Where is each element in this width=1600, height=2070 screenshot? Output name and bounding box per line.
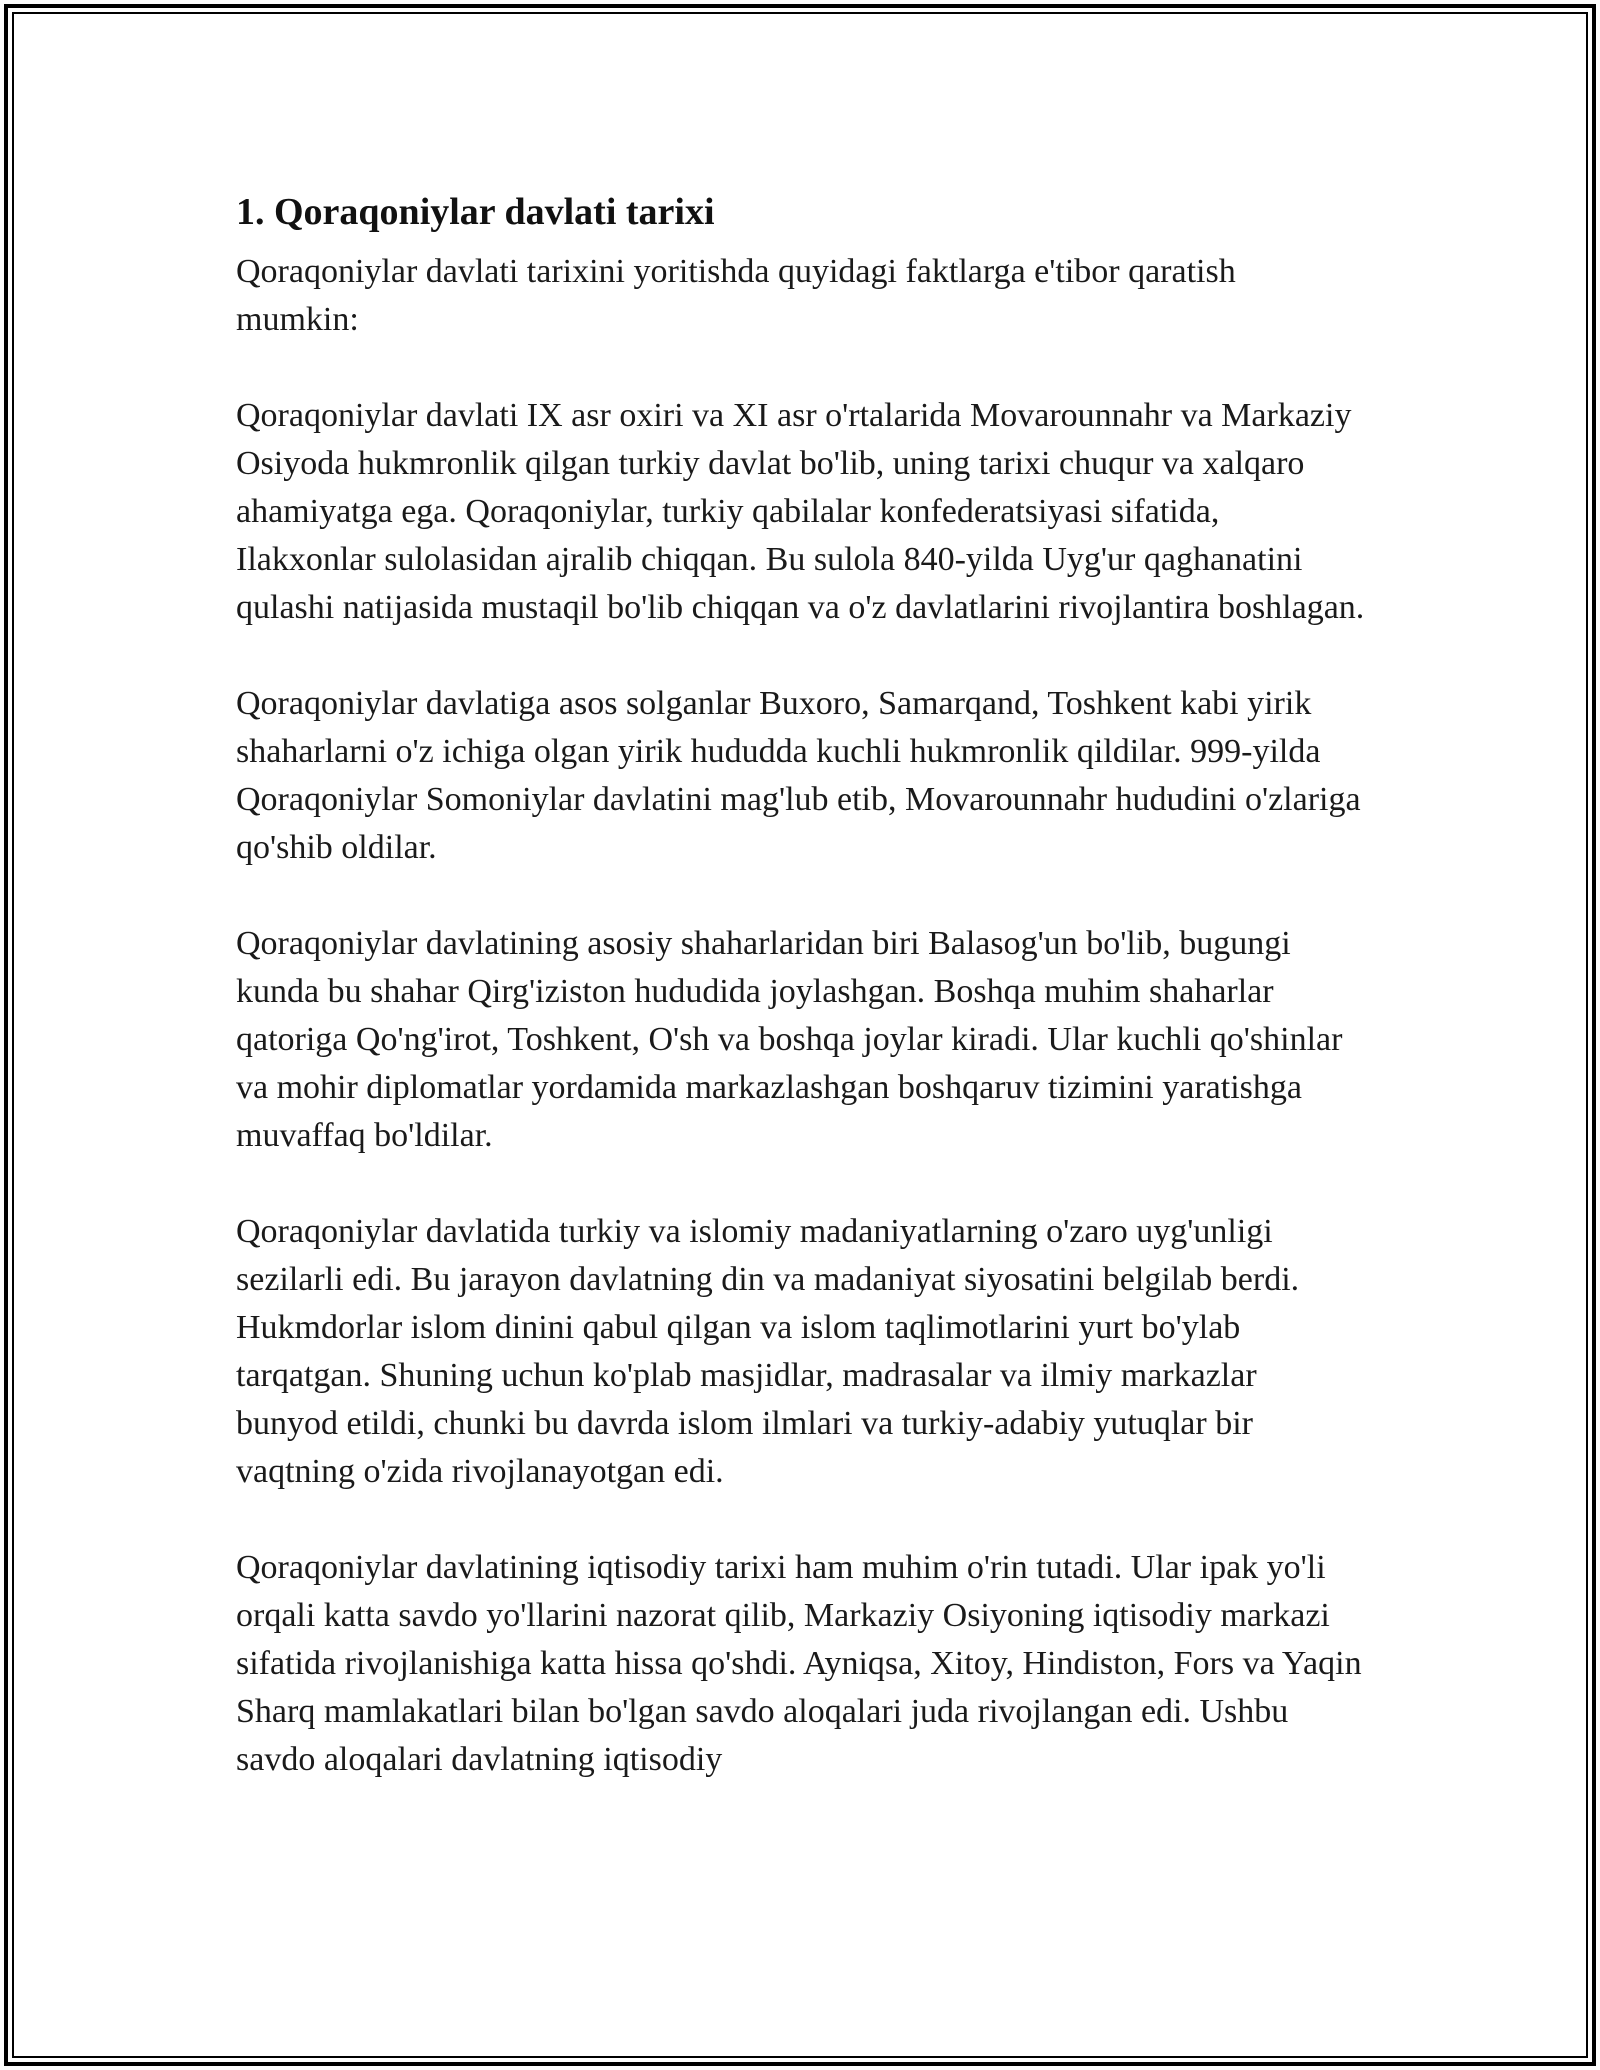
paragraph-economy: Qoraqoniylar davlatining iqtisodiy tarixi ham muhim o'rin tutadi. Ular ipak yo'li orqali katta savdo yo'llarini nazorat qilib, Markaziy Osiyoning iqtisodiy markazi sifatida rivojlanishiga katta hissa qo'shdi. Ayniqsa, Xitoy, Hindiston, Fors va Yaqin Sharq mamlakatlari bilan bo'lgan savdo aloqalari juda rivojlangan edi. Ushbu savdo aloqalari davlatning iqtisodiy: [236, 1549, 1362, 1778]
paragraph-expansion: Qoraqoniylar davlatiga asos solganlar Buxoro, Samarqand, Toshkent kabi yirik shaharlarni o'z ichiga olgan yirik hududda kuchli hukmronlik qildilar. 999-yilda Qoraqoniylar Somoniylar davlatini mag'lub etib, Movarounnahr hududini o'zlariga qo'shib oldilar.: [236, 685, 1361, 866]
document-body: [236, 188, 1366, 1784]
paragraph-intro: Qoraqoniylar davlati tarixini yoritishda quyidagi faktlarga e'tibor qaratish mumkin:: [236, 253, 1236, 338]
paragraph-cities: Qoraqoniylar davlatining asosiy shaharlaridan biri Balasog'un bo'lib, bugungi kunda bu shahar Qirg'iziston hududida joylashgan. Boshqa muhim shaharlar qatoriga Qo'ng'irot, Toshkent, O'sh va boshqa joylar kiradi. Ular kuchli qo'shinlar va mohir diplomatlar yordamida markazlashgan boshqaruv tizimini yaratishga muvaffaq bo'ldilar.: [236, 925, 1343, 1154]
paragraph-culture: Qoraqoniylar davlatida turkiy va islomiy madaniyatlarning o'zaro uyg'unligi sezilarli edi. Bu jarayon davlatning din va madaniyat siyosatini belgilab berdi. Hukmdorlar islom dinini qabul qilgan va islom taqlimotlarini yurt bo'ylab tarqatgan. Shuning uchun ko'plab masjidlar, madrasalar va ilmiy markazlar bunyod etildi, chunki bu davrda islom ilmlari va turkiy-adabiy yutuqlar bir vaqtning o'zida rivojlanayotgan edi.: [236, 1213, 1300, 1490]
section-heading: 1. Qoraqoniylar davlati tarixi: [236, 191, 715, 233]
paragraph-origins: Qoraqoniylar davlati IX asr oxiri va XI asr o'rtalarida Movarounnahr va Markaziy Osiyoda hukmronlik qilgan turkiy davlat bo'lib, uning tarixi chuqur va xalqaro ahamiyatga ega. Qoraqoniylar, turkiy qabilalar konfederatsiyasi sifatida, Ilakxonlar sulolasidan ajralib chiqqan. Bu sulola 840-yilda Uyg'ur qaghanatini qulashi natijasida mustaqil bo'lib chiqqan va o'z davlatlarini rivojlantira boshlagan.: [236, 397, 1365, 626]
